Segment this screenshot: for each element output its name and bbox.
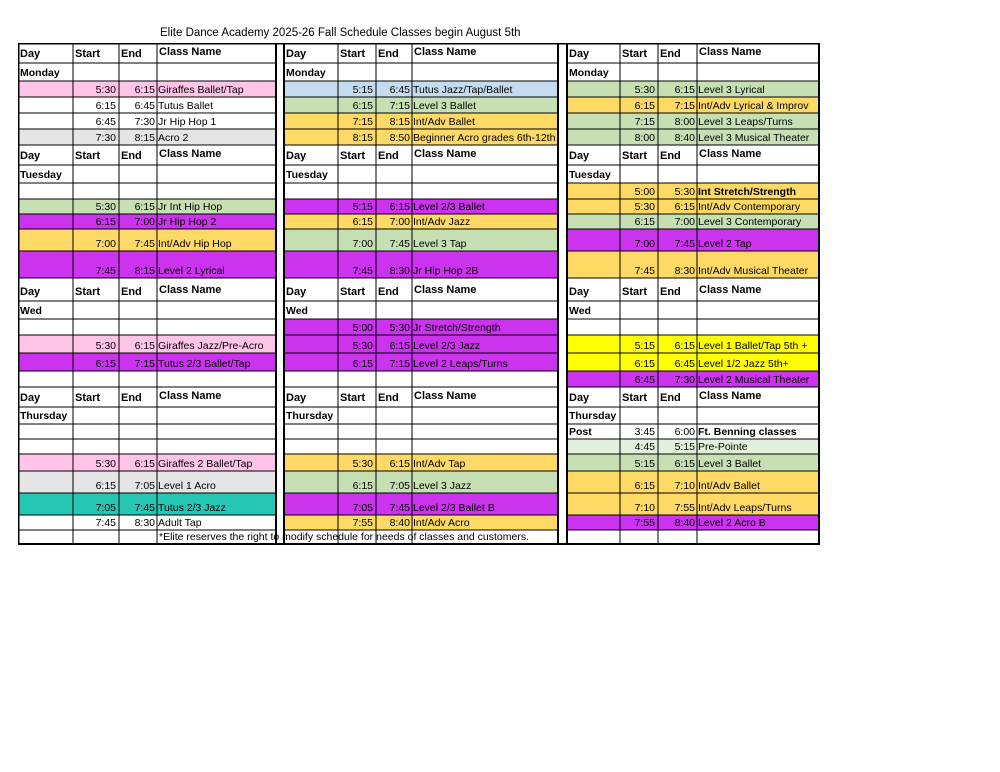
header-end: End bbox=[121, 48, 142, 60]
class-name: Giraffes Jazz/Pre-Acro bbox=[158, 340, 264, 352]
start-time: 7:05 bbox=[95, 502, 116, 514]
class-name: Level 3 Tap bbox=[413, 238, 467, 250]
day-label: Tuesday bbox=[20, 169, 62, 181]
footnote: *Elite reserves the right to modify schedule for needs of classes and customers. bbox=[159, 531, 530, 543]
day-label: Wed bbox=[569, 305, 591, 317]
class-name: Int/Adv Acro bbox=[413, 517, 470, 529]
end-time: 6:15 bbox=[389, 458, 410, 470]
class-color-swatch bbox=[18, 251, 73, 278]
day-label: Post bbox=[569, 426, 592, 438]
start-time: 7:55 bbox=[634, 517, 655, 529]
end-time: 6:15 bbox=[389, 201, 410, 213]
class-name: Level 2/3 Ballet B bbox=[413, 502, 495, 514]
class-name: Beginner Acro grades 6th-12th bbox=[413, 132, 556, 144]
end-time: 7:00 bbox=[674, 216, 695, 228]
start-time: 5:30 bbox=[95, 201, 116, 213]
day-label: Monday bbox=[286, 67, 326, 79]
header-class-name: Class Name bbox=[699, 390, 762, 402]
start-time: 7:00 bbox=[634, 238, 655, 250]
end-time: 7:15 bbox=[134, 358, 155, 370]
class-color-swatch bbox=[284, 319, 338, 335]
class-name: Int/Adv Jazz bbox=[413, 216, 471, 228]
header-day: Day bbox=[286, 392, 307, 404]
class-name: Level 3 Contemporary bbox=[698, 216, 802, 228]
class-color-swatch bbox=[284, 251, 338, 278]
start-time: 7:15 bbox=[352, 116, 373, 128]
start-time: 7:45 bbox=[634, 265, 655, 277]
header-class-name: Class Name bbox=[159, 284, 222, 296]
class-name: Level 1 Acro bbox=[158, 480, 216, 492]
header-day: Day bbox=[286, 48, 307, 60]
end-time: 7:05 bbox=[134, 480, 155, 492]
start-time: 5:30 bbox=[352, 458, 373, 470]
header-start: Start bbox=[622, 392, 648, 404]
header-day: Day bbox=[569, 48, 590, 60]
class-color-swatch bbox=[567, 439, 620, 454]
day-label: Thursday bbox=[286, 410, 334, 422]
class-color-swatch bbox=[18, 454, 73, 471]
start-time: 8:00 bbox=[634, 132, 655, 144]
end-time: 7:05 bbox=[389, 480, 410, 492]
end-time: 6:15 bbox=[134, 458, 155, 470]
header-start: Start bbox=[75, 286, 101, 298]
class-color-swatch bbox=[567, 81, 620, 97]
day-label: Wed bbox=[286, 305, 308, 317]
class-name: Level 3 Ballet bbox=[413, 100, 477, 112]
end-time: 7:45 bbox=[134, 238, 155, 250]
end-time: 6:15 bbox=[134, 340, 155, 352]
end-time: 6:45 bbox=[674, 358, 695, 370]
start-time: 6:15 bbox=[634, 358, 655, 370]
header-day: Day bbox=[20, 150, 41, 162]
header-end: End bbox=[121, 392, 142, 404]
header-day: Day bbox=[569, 150, 590, 162]
start-time: 6:15 bbox=[95, 100, 116, 112]
day-label: Tuesday bbox=[286, 169, 328, 181]
header-class-name: Class Name bbox=[414, 390, 477, 402]
header-end: End bbox=[378, 286, 399, 298]
start-time: 5:15 bbox=[634, 340, 655, 352]
class-color-swatch bbox=[567, 515, 620, 530]
end-time: 8:30 bbox=[134, 517, 155, 529]
start-time: 5:00 bbox=[352, 322, 373, 334]
class-name: Tutus Jazz/Tap/Ballet bbox=[413, 84, 513, 96]
class-name: Level 1/2 Jazz 5th+ bbox=[698, 358, 789, 370]
class-name: Int/Adv Lyrical & Improv bbox=[698, 100, 809, 112]
end-time: 6:15 bbox=[134, 201, 155, 213]
header-end: End bbox=[121, 150, 142, 162]
class-name: Giraffes Ballet/Tap bbox=[158, 84, 244, 96]
class-color-swatch bbox=[284, 214, 338, 229]
end-time: 8:50 bbox=[389, 132, 410, 144]
start-time: 5:30 bbox=[95, 340, 116, 352]
start-time: 6:15 bbox=[634, 480, 655, 492]
class-color-swatch bbox=[567, 493, 620, 515]
class-name: Ft. Benning classes bbox=[698, 426, 797, 438]
start-time: 6:45 bbox=[634, 374, 655, 386]
class-color-swatch bbox=[284, 199, 338, 214]
class-color-swatch bbox=[284, 493, 338, 515]
header-class-name: Class Name bbox=[414, 148, 477, 160]
day-label: Monday bbox=[569, 67, 609, 79]
start-time: 7:05 bbox=[352, 502, 373, 514]
end-time: 8:30 bbox=[389, 265, 410, 277]
end-time: 5:15 bbox=[674, 441, 695, 453]
end-time: 7:55 bbox=[674, 502, 695, 514]
start-time: 8:15 bbox=[352, 132, 373, 144]
class-name: Jr Int Hip Hop bbox=[158, 201, 223, 213]
start-time: 5:00 bbox=[634, 186, 655, 198]
end-time: 8:00 bbox=[674, 116, 695, 128]
class-name: Adult Tap bbox=[158, 517, 202, 529]
end-time: 8:15 bbox=[134, 132, 155, 144]
page-title: Elite Dance Academy 2025-26 Fall Schedule Classes begin August 5th bbox=[160, 27, 521, 39]
header-start: Start bbox=[340, 392, 366, 404]
class-color-swatch bbox=[284, 353, 338, 371]
class-color-swatch bbox=[18, 214, 73, 229]
header-start: Start bbox=[622, 286, 648, 298]
class-color-swatch bbox=[284, 229, 338, 251]
class-color-swatch bbox=[567, 229, 620, 251]
class-name: Int/Adv Leaps/Turns bbox=[698, 502, 792, 514]
day-label: Monday bbox=[20, 67, 60, 79]
header-start: Start bbox=[622, 48, 648, 60]
header-end: End bbox=[660, 392, 681, 404]
class-color-swatch bbox=[284, 113, 338, 129]
class-name: Tutus 2/3 Jazz bbox=[158, 502, 226, 514]
header-day: Day bbox=[286, 286, 307, 298]
class-name: Tutus 2/3 Ballet/Tap bbox=[158, 358, 251, 370]
class-color-swatch bbox=[567, 97, 620, 113]
end-time: 8:40 bbox=[674, 517, 695, 529]
end-time: 7:45 bbox=[674, 238, 695, 250]
start-time: 6:15 bbox=[352, 358, 373, 370]
schedule-table bbox=[18, 43, 824, 546]
end-time: 7:45 bbox=[389, 502, 410, 514]
end-time: 7:15 bbox=[389, 100, 410, 112]
class-color-swatch bbox=[284, 97, 338, 113]
class-name: Giraffes 2 Ballet/Tap bbox=[158, 458, 253, 470]
class-color-swatch bbox=[567, 199, 620, 214]
start-time: 6:15 bbox=[352, 480, 373, 492]
end-time: 7:45 bbox=[134, 502, 155, 514]
class-name: Level 1 Ballet/Tap 5th + bbox=[698, 340, 808, 352]
start-time: 6:15 bbox=[95, 216, 116, 228]
class-name: Level 2 Lyrical bbox=[158, 265, 225, 277]
class-color-swatch bbox=[567, 471, 620, 493]
class-color-swatch bbox=[567, 113, 620, 129]
start-time: 4:45 bbox=[634, 441, 655, 453]
class-color-swatch bbox=[284, 81, 338, 97]
start-time: 7:00 bbox=[352, 238, 373, 250]
header-end: End bbox=[660, 286, 681, 298]
end-time: 8:15 bbox=[389, 116, 410, 128]
end-time: 7:30 bbox=[134, 116, 155, 128]
start-time: 7:15 bbox=[634, 116, 655, 128]
start-time: 3:45 bbox=[634, 426, 655, 438]
end-time: 7:30 bbox=[674, 374, 695, 386]
start-time: 7:45 bbox=[95, 265, 116, 277]
header-day: Day bbox=[286, 150, 307, 162]
end-time: 6:15 bbox=[674, 340, 695, 352]
class-name: Level 3 Lyrical bbox=[698, 84, 765, 96]
end-time: 6:15 bbox=[674, 201, 695, 213]
class-color-swatch bbox=[284, 515, 338, 530]
class-color-swatch bbox=[567, 129, 620, 145]
header-end: End bbox=[378, 150, 399, 162]
start-time: 5:15 bbox=[352, 84, 373, 96]
class-name: Jr Hip Hop 2B bbox=[413, 265, 479, 277]
class-color-swatch bbox=[567, 183, 620, 199]
class-name: Level 2/3 Ballet bbox=[413, 201, 485, 213]
start-time: 7:45 bbox=[352, 265, 373, 277]
class-color-swatch bbox=[567, 353, 620, 371]
end-time: 6:15 bbox=[134, 84, 155, 96]
class-color-swatch bbox=[567, 251, 620, 278]
class-color-swatch bbox=[567, 454, 620, 471]
header-class-name: Class Name bbox=[159, 390, 222, 402]
header-day: Day bbox=[569, 392, 590, 404]
class-name: Level 3 Ballet bbox=[698, 458, 762, 470]
end-time: 6:15 bbox=[389, 340, 410, 352]
class-name: Jr Hip Hop 2 bbox=[158, 216, 217, 228]
header-start: Start bbox=[75, 150, 101, 162]
end-time: 7:10 bbox=[674, 480, 695, 492]
end-time: 7:00 bbox=[389, 216, 410, 228]
end-time: 7:15 bbox=[389, 358, 410, 370]
start-time: 6:15 bbox=[95, 480, 116, 492]
end-time: 8:40 bbox=[389, 517, 410, 529]
day-label: Thursday bbox=[569, 410, 617, 422]
start-time: 6:15 bbox=[634, 100, 655, 112]
header-class-name: Class Name bbox=[699, 46, 762, 58]
class-color-swatch bbox=[284, 335, 338, 353]
class-color-swatch bbox=[18, 493, 73, 515]
class-name: Int/Adv Tap bbox=[413, 458, 466, 470]
start-time: 6:45 bbox=[95, 116, 116, 128]
class-color-swatch bbox=[18, 353, 73, 371]
start-time: 7:45 bbox=[95, 517, 116, 529]
start-time: 6:15 bbox=[352, 100, 373, 112]
header-end: End bbox=[378, 48, 399, 60]
header-class-name: Class Name bbox=[414, 284, 477, 296]
end-time: 6:45 bbox=[389, 84, 410, 96]
start-time: 6:15 bbox=[634, 216, 655, 228]
header-class-name: Class Name bbox=[159, 46, 222, 58]
start-time: 5:30 bbox=[634, 84, 655, 96]
end-time: 7:15 bbox=[674, 100, 695, 112]
class-name: Level 3 Jazz bbox=[413, 480, 472, 492]
header-class-name: Class Name bbox=[699, 284, 762, 296]
start-time: 5:30 bbox=[95, 84, 116, 96]
day-label: Tuesday bbox=[569, 169, 611, 181]
start-time: 5:30 bbox=[95, 458, 116, 470]
end-time: 7:00 bbox=[134, 216, 155, 228]
class-name: Jr Stretch/Strength bbox=[413, 322, 501, 334]
class-color-swatch bbox=[18, 335, 73, 353]
end-time: 7:45 bbox=[389, 238, 410, 250]
header-end: End bbox=[378, 392, 399, 404]
header-day: Day bbox=[20, 286, 41, 298]
class-color-swatch bbox=[18, 471, 73, 493]
end-time: 5:30 bbox=[389, 322, 410, 334]
header-end: End bbox=[121, 286, 142, 298]
class-color-swatch bbox=[18, 199, 73, 214]
header-class-name: Class Name bbox=[414, 46, 477, 58]
class-color-swatch bbox=[284, 471, 338, 493]
header-day: Day bbox=[20, 48, 41, 60]
class-name: Int Stretch/Strength bbox=[698, 186, 797, 198]
class-name: Level 2 Leaps/Turns bbox=[413, 358, 508, 370]
class-color-swatch bbox=[18, 229, 73, 251]
class-name: Level 3 Musical Theater bbox=[698, 132, 810, 144]
start-time: 6:15 bbox=[352, 216, 373, 228]
header-end: End bbox=[660, 48, 681, 60]
start-time: 6:15 bbox=[95, 358, 116, 370]
start-time: 7:30 bbox=[95, 132, 116, 144]
class-name: Int/Adv Ballet bbox=[413, 116, 475, 128]
header-start: Start bbox=[340, 150, 366, 162]
header-start: Start bbox=[340, 48, 366, 60]
start-time: 5:30 bbox=[352, 340, 373, 352]
header-start: Start bbox=[340, 286, 366, 298]
header-day: Day bbox=[569, 286, 590, 298]
end-time: 6:15 bbox=[674, 458, 695, 470]
class-color-swatch bbox=[284, 454, 338, 471]
class-name: Acro 2 bbox=[158, 132, 189, 144]
class-name: Int/Adv Hip Hop bbox=[158, 238, 232, 250]
start-time: 5:15 bbox=[634, 458, 655, 470]
end-time: 5:30 bbox=[674, 186, 695, 198]
schedule-grid bbox=[18, 43, 824, 546]
end-time: 6:00 bbox=[674, 426, 695, 438]
day-label: Wed bbox=[20, 305, 42, 317]
header-day: Day bbox=[20, 392, 41, 404]
start-time: 7:55 bbox=[352, 517, 373, 529]
start-time: 7:00 bbox=[95, 238, 116, 250]
class-name: Level 2 Tap bbox=[698, 238, 752, 250]
class-color-swatch bbox=[284, 129, 338, 145]
end-time: 8:15 bbox=[134, 265, 155, 277]
header-class-name: Class Name bbox=[699, 148, 762, 160]
end-time: 6:15 bbox=[674, 84, 695, 96]
class-color-swatch bbox=[567, 335, 620, 353]
day-label: Thursday bbox=[20, 410, 68, 422]
class-name: Level 2/3 Jazz bbox=[413, 340, 481, 352]
class-color-swatch bbox=[18, 129, 73, 145]
end-time: 8:30 bbox=[674, 265, 695, 277]
header-start: Start bbox=[75, 392, 101, 404]
class-name: Level 2 Musical Theater bbox=[698, 374, 810, 386]
class-name: Int/Adv Musical Theater bbox=[698, 265, 809, 277]
header-start: Start bbox=[75, 48, 101, 60]
class-name: Pre-Pointe bbox=[698, 441, 748, 453]
end-time: 8:40 bbox=[674, 132, 695, 144]
class-name: Tutus Ballet bbox=[158, 100, 214, 112]
end-time: 6:45 bbox=[134, 100, 155, 112]
class-color-swatch bbox=[18, 81, 73, 97]
class-name: Jr Hip Hop 1 bbox=[158, 116, 217, 128]
start-time: 7:10 bbox=[634, 502, 655, 514]
class-color-swatch bbox=[567, 214, 620, 229]
class-name: Int/Adv Ballet bbox=[698, 480, 760, 492]
start-time: 5:30 bbox=[634, 201, 655, 213]
header-start: Start bbox=[622, 150, 648, 162]
class-name: Level 3 Leaps/Turns bbox=[698, 116, 793, 128]
class-color-swatch bbox=[567, 371, 620, 387]
class-name: Level 2 Acro B bbox=[698, 517, 766, 529]
start-time: 5:15 bbox=[352, 201, 373, 213]
header-class-name: Class Name bbox=[159, 148, 222, 160]
class-name: Int/Adv Contemporary bbox=[698, 201, 801, 213]
header-end: End bbox=[660, 150, 681, 162]
